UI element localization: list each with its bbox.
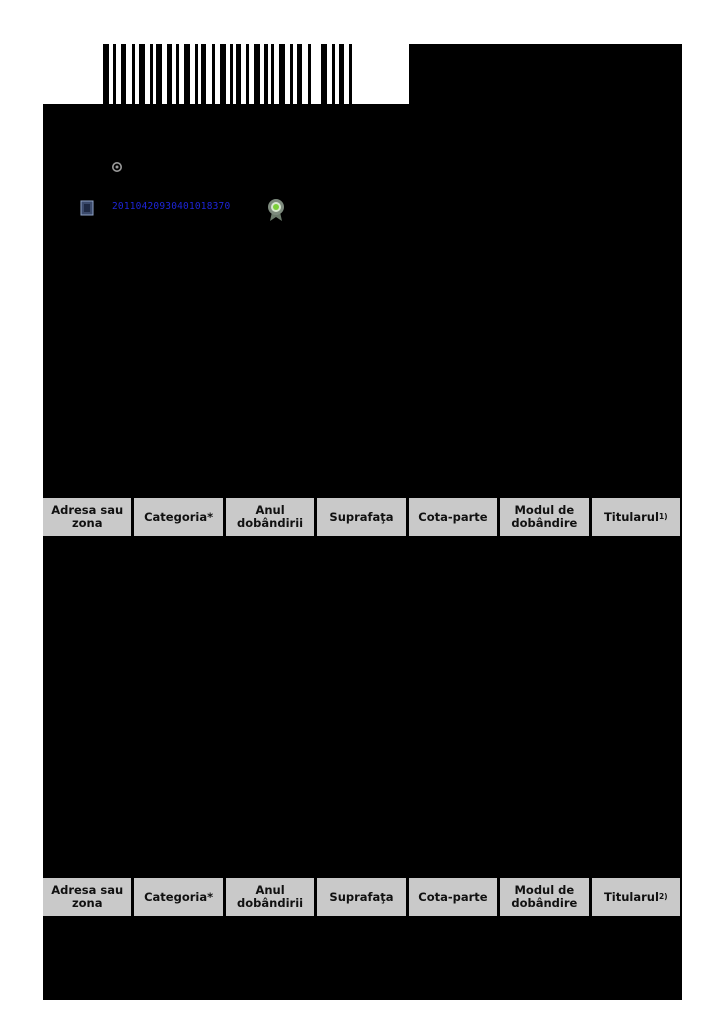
column-header-address: Adresa sau zona xyxy=(43,878,131,916)
column-header-holder: Titularul 1) xyxy=(592,498,680,536)
assets-table-1-header xyxy=(43,498,680,536)
column-header-acquisition-mode: Modul de dobândire xyxy=(500,498,588,536)
assets-table-2-header xyxy=(43,878,680,916)
column-header-share: Cota-parte xyxy=(409,498,497,536)
column-header-year: Anul dobândirii xyxy=(226,878,314,916)
column-header-area: Suprafaţa xyxy=(317,498,405,536)
column-header-category: Categoria* xyxy=(134,498,222,536)
column-header-share: Cota-parte xyxy=(409,878,497,916)
gear-icon xyxy=(111,158,123,170)
column-header-year: Anul dobândirii xyxy=(226,498,314,536)
column-header-acquisition-mode: Modul de dobândire xyxy=(500,878,588,916)
column-header-holder: Titularul 2) xyxy=(592,878,680,916)
barcode-graphic xyxy=(43,44,409,104)
document-id-code: 20110420930401018370 xyxy=(112,201,231,212)
document-icon xyxy=(80,200,94,216)
column-header-area: Suprafaţa xyxy=(317,878,405,916)
column-header-category: Categoria* xyxy=(134,878,222,916)
barcode xyxy=(43,44,409,104)
certificate-badge-icon xyxy=(266,198,286,222)
column-header-address: Adresa sau zona xyxy=(43,498,131,536)
